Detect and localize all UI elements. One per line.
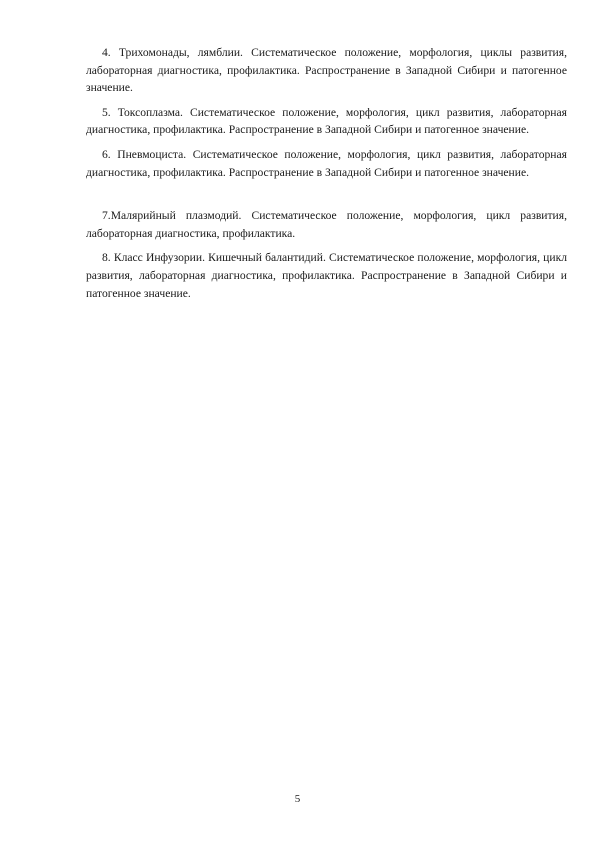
paragraph-spacer	[86, 242, 567, 249]
list-item-8: 8. Класс Инфузории. Кишечный балантидий. Систематическое положение, морфология, цикл развития, лабораторная диагностика, профилактика. Распространение в Западной Сибири и патогенное значение.	[86, 251, 567, 300]
paragraph-spacer	[86, 97, 567, 104]
list-item-5: 5. Токсоплазма. Систематическое положение, морфология, цикл развития, лабораторная диагностика, профилактика. Распространение в Западной Сибири и патогенное значение.	[86, 105, 567, 137]
section-spacer	[86, 181, 567, 207]
list-item-4: 4. Трихомонады, лямблии. Систематическое положение, морфология, циклы развития, лабораторная диагностика, профилактика. Распространение в Западной Сибири и патогенное значение.	[86, 46, 567, 95]
page-number: 5	[294, 793, 301, 805]
list-item-6: 6. Пневмоциста. Систематическое положение, морфология, цикл развития, лабораторная диагностика, профилактика. Распространение в Западной Сибири и патогенное значение.	[86, 147, 567, 179]
paragraph-spacer	[86, 139, 567, 146]
page-content	[86, 44, 567, 302]
list-item-7: 7.Малярийный плазмодий. Систематическое положение, морфология, цикл развития, лабораторная диагностика, профилактика.	[86, 209, 567, 240]
